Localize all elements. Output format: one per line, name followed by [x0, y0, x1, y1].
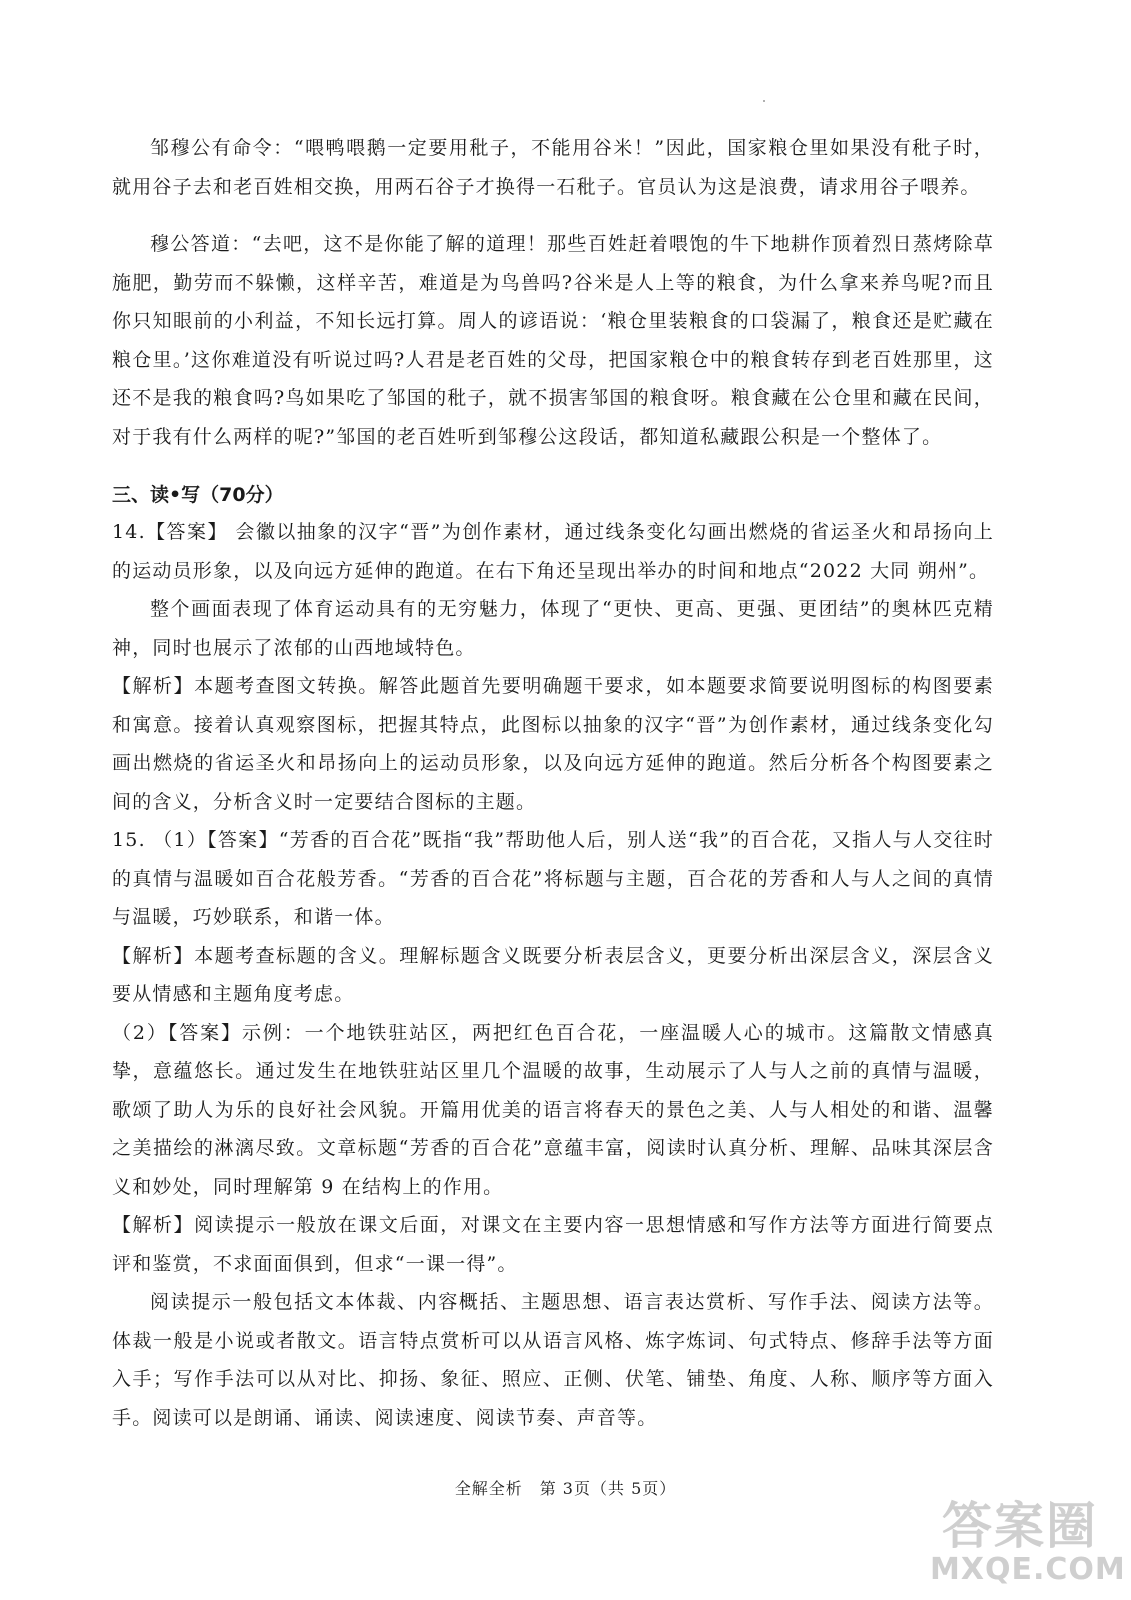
q14-analysis: 【解析】本题考查图文转换。解答此题首先要明确题干要求，如本题要求简要说明图标的构图要素和寓意。接着认真观察图标，把握其特点，此图标以抽象的汉字“晋”为创作素材，通过线条变化勾画出燃烧的省运圣火和昂扬向上的运动员形象，以及向远方延伸的跑道。然后分析各个构图要素之间的含义，分析含义时一定要结合图标的主题。 — [112, 675, 994, 813]
watermark-logo-top: 答案圈 — [942, 1497, 1098, 1555]
q14-block — [112, 513, 994, 1437]
q14-answer-continued: 整个画面表现了体育运动具有的无穷魅力，体现了“更快、更高、更强、更团结”的奥林匹克精神，同时也展示了浓郁的山西地域特色。 — [112, 598, 994, 659]
q15-1-analysis: 【解析】本题考查标题的含义。理解标题含义既要分析表层含义，更要分析出深层含义，深层含义要从情感和主题角度考虑。 — [112, 944, 994, 1005]
q15-2-answer: （2）【答案】示例：一个地铁驻站区，两把红色百合花，一座温暖人心的城市。这篇散文情感真挚，意蕴悠长。通过发生在地铁驻站区里几个温暖的故事，生动展示了人与人之前的真情与温暖，歌颂了助人为乐的良好社会风貌。开篇用优美的语言将春天的景色之美、人与人相处的和谐、温馨之美描绘的淋漓尽致。文章标题“芳香的百合花”意蕴丰富，阅读时认真分析、理解、品味其深层含义和妙处，同时理解第 9 在结构上的作用。 — [112, 1021, 994, 1198]
q15-1-answer: 15. （1）【答案】“芳香的百合花”既指“我”帮助他人后，别人送“我”的百合花，又指人与人交往时的真情与温暖如百合花般芳香。“芳香的百合花”将标题与主题，百合花的芳香和人与人之间的真情与温暖，巧妙联系，和谐一体。 — [112, 829, 994, 928]
page-footer: 全解全析 第 3页（共 5页） — [454, 1479, 677, 1498]
q15-2-extra: 阅读提示一般包括文本体裁、内容概括、主题思想、语言表达赏析、写作手法、阅读方法等。体裁一般是小说或者散文。语言特点赏析可以从语言风格、炼字炼词、句式特点、修辞手法等方面入手；写作手法可以从对比、抑扬、象征、照应、正侧、伏笔、铺垫、角度、人称、顺序等方面入手。阅读可以是朗诵、诵读、阅读速度、阅读节奏、声音等。 — [112, 1291, 994, 1429]
translation-paragraph-2: 穆公答道：“去吧，这不是你能了解的道理！那些百姓赶着喂饱的牛下地耕作顶着烈日蒸烤除草施肥，勤劳而不躲懒，这样辛苦，难道是为鸟兽吗?谷米是人上等的粮食，为什么拿来养鸟呢?而且你只知眼前的小利益，不知长远打算。周人的谚语说：‘粮仓里装粮食的口袋漏了，粮食还是贮藏在粮仓里。’这你难道没有听说过吗?人君是老百姓的父母，把国家粮仓中的粮食转存到老百姓那里，这还不是我的粮食吗?鸟如果吃了邹国的秕子，就不损害邹国的粮食呀。粮食藏在公仓里和藏在民间，对于我有什么两样的呢?”邹国的老百姓听到邹穆公这段话，都知道私藏跟公积是一个整体了。 — [112, 233, 994, 448]
q14-answer: 14.【答案】 会徽以抽象的汉字“晋”为创作素材，通过线条变化勾画出燃烧的省运圣火和昂扬向上的运动员形象，以及向远方延伸的跑道。在右下角还呈现出举办的时间和地点“2022 大同 朔州”。 — [112, 521, 994, 582]
watermark-logo — [930, 1486, 1126, 1594]
translation-paragraph-1: 邹穆公有命令：“喂鸭喂鹅一定要用秕子，不能用谷米！”因此，国家粮仓里如果没有秕子时，就用谷子去和老百姓相交换，用两石谷子才换得一石秕子。官员认为这是浪费，请求用谷子喂养。 — [112, 137, 994, 198]
section-heading: 三、读•写（70分） — [112, 484, 284, 506]
scan-speck — [763, 100, 765, 102]
watermark-logo-bottom: MXQE.COM — [930, 1552, 1126, 1587]
q15-2-analysis: 【解析】阅读提示一般放在课文后面，对课文在主要内容一思想情感和写作方法等方面进行简要点评和鉴赏，不求面面俱到，但求“一课一得”。 — [112, 1214, 994, 1275]
